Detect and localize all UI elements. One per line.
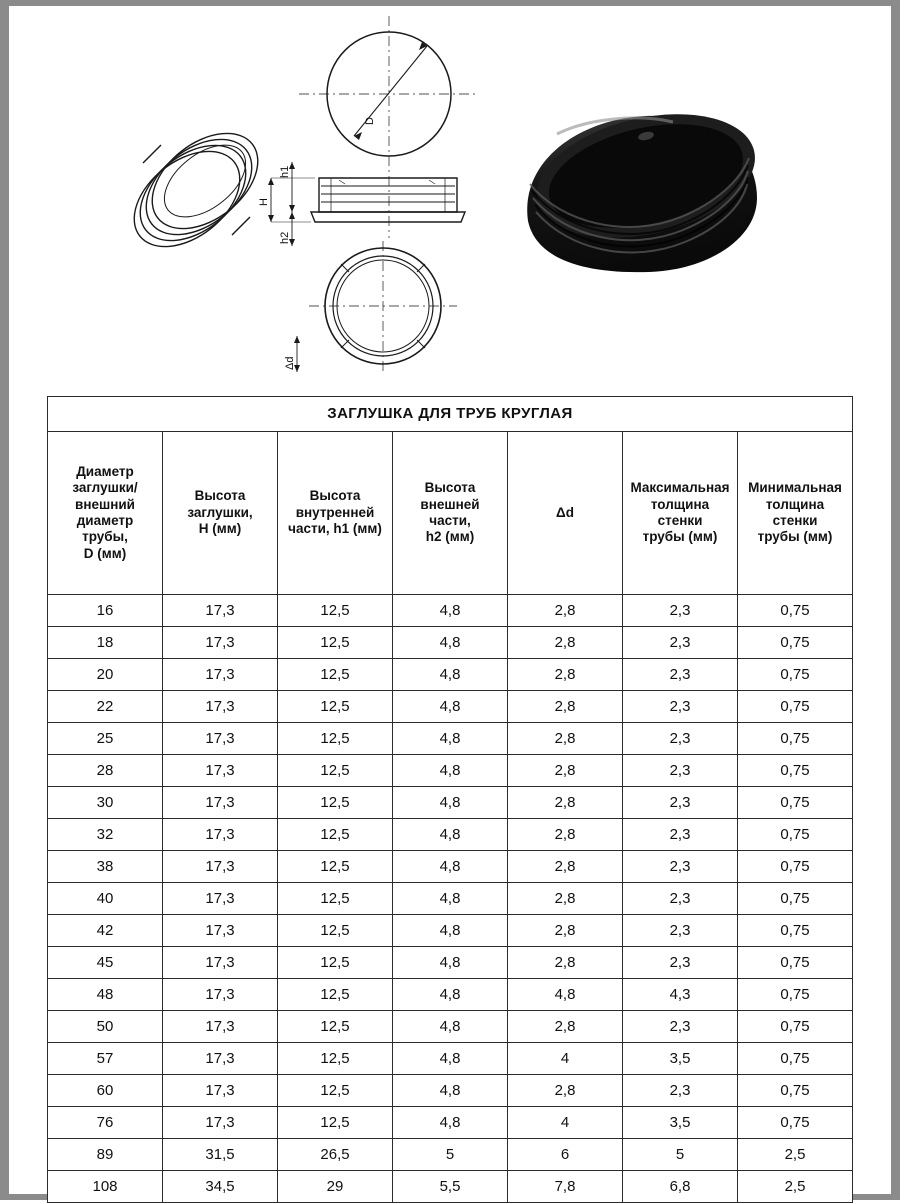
column-header-height-h: Высота заглушки, H (мм): [163, 432, 278, 595]
table-row: [48, 851, 853, 883]
table-cell: 2,3: [623, 627, 738, 659]
table-cell: 7,8: [508, 1171, 623, 1203]
table-cell: 30: [48, 787, 163, 819]
table-row: [48, 947, 853, 979]
table-row: [48, 595, 853, 627]
table-cell: 12,5: [278, 979, 393, 1011]
label-h2: h2: [279, 231, 291, 244]
table-cell: 12,5: [278, 851, 393, 883]
table-cell: 17,3: [163, 627, 278, 659]
table-cell: 22: [48, 691, 163, 723]
table-cell: 2,8: [508, 723, 623, 755]
table-cell: 2,3: [623, 1011, 738, 1043]
table-cell: 57: [48, 1043, 163, 1075]
table-cell: 2,8: [508, 1011, 623, 1043]
table-cell: 17,3: [163, 819, 278, 851]
table-row: [48, 787, 853, 819]
table-cell: 2,8: [508, 915, 623, 947]
table-cell: 12,5: [278, 595, 393, 627]
table-cell: 17,3: [163, 723, 278, 755]
table-cell: 2,3: [623, 1075, 738, 1107]
label-delta-d: Δd: [284, 356, 296, 370]
table-cell: 4,8: [393, 947, 508, 979]
table-row: [48, 979, 853, 1011]
table-cell: 2,3: [623, 659, 738, 691]
table-cell: 76: [48, 1107, 163, 1139]
column-header-min-wall: Минимальная толщина стенки трубы (мм): [738, 432, 853, 595]
table-cell: 4,8: [393, 1043, 508, 1075]
label-h: H: [258, 198, 270, 206]
table-cell: 2,8: [508, 595, 623, 627]
table-cell: 2,3: [623, 755, 738, 787]
table-cell: 17,3: [163, 595, 278, 627]
table-cell: 50: [48, 1011, 163, 1043]
table-cell: 2,8: [508, 691, 623, 723]
table-cell: 38: [48, 851, 163, 883]
table-cell: 16: [48, 595, 163, 627]
table-row: [48, 1043, 853, 1075]
table-row: [48, 659, 853, 691]
table-cell: 48: [48, 979, 163, 1011]
table-cell: 12,5: [278, 787, 393, 819]
table-cell: 42: [48, 915, 163, 947]
table-cell: 4,8: [393, 851, 508, 883]
table-cell: 12,5: [278, 915, 393, 947]
plug-photo: [525, 95, 767, 273]
table-cell: 2,3: [623, 819, 738, 851]
table-body: [48, 595, 853, 1203]
table-cell: 2,3: [623, 787, 738, 819]
table-cell: 2,3: [623, 723, 738, 755]
table-cell: 12,5: [278, 1075, 393, 1107]
table-cell: 0,75: [738, 627, 853, 659]
table-cell: 2,3: [623, 915, 738, 947]
table-cell: 17,3: [163, 691, 278, 723]
cross-section-view: [258, 162, 465, 246]
table-cell: 12,5: [278, 947, 393, 979]
table-cell: 12,5: [278, 1011, 393, 1043]
table-cell: 17,3: [163, 659, 278, 691]
table-cell: 0,75: [738, 755, 853, 787]
table-cell: 40: [48, 883, 163, 915]
table-row: [48, 1011, 853, 1043]
table-cell: 4,8: [393, 979, 508, 1011]
bottom-ring-view: [284, 241, 457, 374]
table-cell: 12,5: [278, 659, 393, 691]
table-row: [48, 883, 853, 915]
table-cell: 0,75: [738, 947, 853, 979]
table-cell: 17,3: [163, 755, 278, 787]
table-cell: 4,8: [393, 1011, 508, 1043]
table-cell: 2,8: [508, 851, 623, 883]
column-header-diameter: Диаметр заглушки/ внешний диаметр трубы, D (мм): [48, 432, 163, 595]
column-header-height-h1: Высота внутренней части, h1 (мм): [278, 432, 393, 595]
table-cell: 4,3: [623, 979, 738, 1011]
table-cell: 31,5: [163, 1139, 278, 1171]
table-cell: 12,5: [278, 755, 393, 787]
table-cell: 12,5: [278, 1107, 393, 1139]
specification-table: [47, 396, 853, 1203]
table-cell: 4,8: [393, 723, 508, 755]
table-cell: 108: [48, 1171, 163, 1203]
table-cell: 26,5: [278, 1139, 393, 1171]
table-cell: 17,3: [163, 947, 278, 979]
table-cell: 5: [623, 1139, 738, 1171]
table-cell: 4,8: [393, 659, 508, 691]
table-cell: 2,3: [623, 595, 738, 627]
table-cell: 17,3: [163, 979, 278, 1011]
table-cell: 0,75: [738, 691, 853, 723]
table-cell: 4: [508, 1107, 623, 1139]
table-cell: 12,5: [278, 691, 393, 723]
table-cell: 4,8: [393, 627, 508, 659]
table-row: [48, 1107, 853, 1139]
table-cell: 0,75: [738, 787, 853, 819]
table-cell: 17,3: [163, 787, 278, 819]
table-cell: 12,5: [278, 883, 393, 915]
product-illustration: [9, 6, 891, 388]
table-cell: 2,3: [623, 851, 738, 883]
table-cell: 28: [48, 755, 163, 787]
table-cell: 60: [48, 1075, 163, 1107]
label-diameter: D: [364, 117, 376, 125]
table-cell: 4,8: [393, 915, 508, 947]
table-cell: 0,75: [738, 1107, 853, 1139]
table-cell: 2,8: [508, 787, 623, 819]
table-row: [48, 627, 853, 659]
table-cell: 5: [393, 1139, 508, 1171]
table-cell: 3,5: [623, 1043, 738, 1075]
table-cell: 6: [508, 1139, 623, 1171]
table-cell: 2,8: [508, 819, 623, 851]
specification-table-wrapper: [47, 396, 853, 1203]
plug-isometric-icon: [116, 114, 275, 266]
table-cell: 2,3: [623, 883, 738, 915]
table-cell: 4: [508, 1043, 623, 1075]
table-row: [48, 691, 853, 723]
table-cell: 4,8: [393, 787, 508, 819]
page-inner: [9, 6, 891, 1194]
table-cell: 4,8: [393, 1075, 508, 1107]
table-cell: 12,5: [278, 723, 393, 755]
table-cell: 2,5: [738, 1139, 853, 1171]
label-h1: h1: [279, 165, 291, 178]
table-cell: 17,3: [163, 1107, 278, 1139]
table-cell: 2,8: [508, 627, 623, 659]
table-row: [48, 915, 853, 947]
table-cell: 29: [278, 1171, 393, 1203]
table-cell: 0,75: [738, 915, 853, 947]
table-cell: 0,75: [738, 1075, 853, 1107]
table-cell: 2,8: [508, 659, 623, 691]
table-cell: 0,75: [738, 659, 853, 691]
table-row: [48, 1139, 853, 1171]
column-header-delta-d: Δd: [508, 432, 623, 595]
table-cell: 20: [48, 659, 163, 691]
table-cell: 0,75: [738, 883, 853, 915]
table-cell: 0,75: [738, 1011, 853, 1043]
table-cell: 4,8: [393, 1107, 508, 1139]
table-cell: 5,5: [393, 1171, 508, 1203]
table-cell: 12,5: [278, 1043, 393, 1075]
table-cell: 4,8: [393, 691, 508, 723]
table-cell: 2,8: [508, 947, 623, 979]
table-cell: 4,8: [393, 595, 508, 627]
table-cell: 25: [48, 723, 163, 755]
table-cell: 0,75: [738, 1043, 853, 1075]
table-cell: 0,75: [738, 723, 853, 755]
table-cell: 32: [48, 819, 163, 851]
table-cell: 89: [48, 1139, 163, 1171]
table-cell: 2,8: [508, 755, 623, 787]
table-cell: 0,75: [738, 819, 853, 851]
table-cell: 34,5: [163, 1171, 278, 1203]
table-row: [48, 755, 853, 787]
table-title: ЗАГЛУШКА ДЛЯ ТРУБ КРУГЛАЯ: [48, 397, 853, 432]
top-circle-view: [299, 16, 479, 238]
table-cell: 17,3: [163, 883, 278, 915]
column-header-height-h2: Высота внешней части, h2 (мм): [393, 432, 508, 595]
table-cell: 4,8: [393, 883, 508, 915]
table-cell: 2,8: [508, 1075, 623, 1107]
table-cell: 18: [48, 627, 163, 659]
table-cell: 0,75: [738, 595, 853, 627]
table-cell: 17,3: [163, 851, 278, 883]
table-cell: 4,8: [508, 979, 623, 1011]
table-cell: 17,3: [163, 1043, 278, 1075]
table-cell: 17,3: [163, 915, 278, 947]
table-cell: 17,3: [163, 1011, 278, 1043]
table-cell: 12,5: [278, 627, 393, 659]
table-cell: 0,75: [738, 851, 853, 883]
table-cell: 6,8: [623, 1171, 738, 1203]
table-cell: 2,3: [623, 947, 738, 979]
table-cell: 45: [48, 947, 163, 979]
table-header-row: [48, 432, 853, 595]
table-cell: 2,3: [623, 691, 738, 723]
table-cell: 4,8: [393, 819, 508, 851]
table-row: [48, 1075, 853, 1107]
table-cell: 12,5: [278, 819, 393, 851]
table-cell: 17,3: [163, 1075, 278, 1107]
table-row: [48, 819, 853, 851]
table-row: [48, 1171, 853, 1203]
table-cell: 4,8: [393, 755, 508, 787]
table-cell: 0,75: [738, 979, 853, 1011]
table-cell: 3,5: [623, 1107, 738, 1139]
column-header-max-wall: Максимальная толщина стенки трубы (мм): [623, 432, 738, 595]
table-title-row: [48, 397, 853, 432]
table-row: [48, 723, 853, 755]
table-cell: 2,5: [738, 1171, 853, 1203]
table-cell: 2,8: [508, 883, 623, 915]
